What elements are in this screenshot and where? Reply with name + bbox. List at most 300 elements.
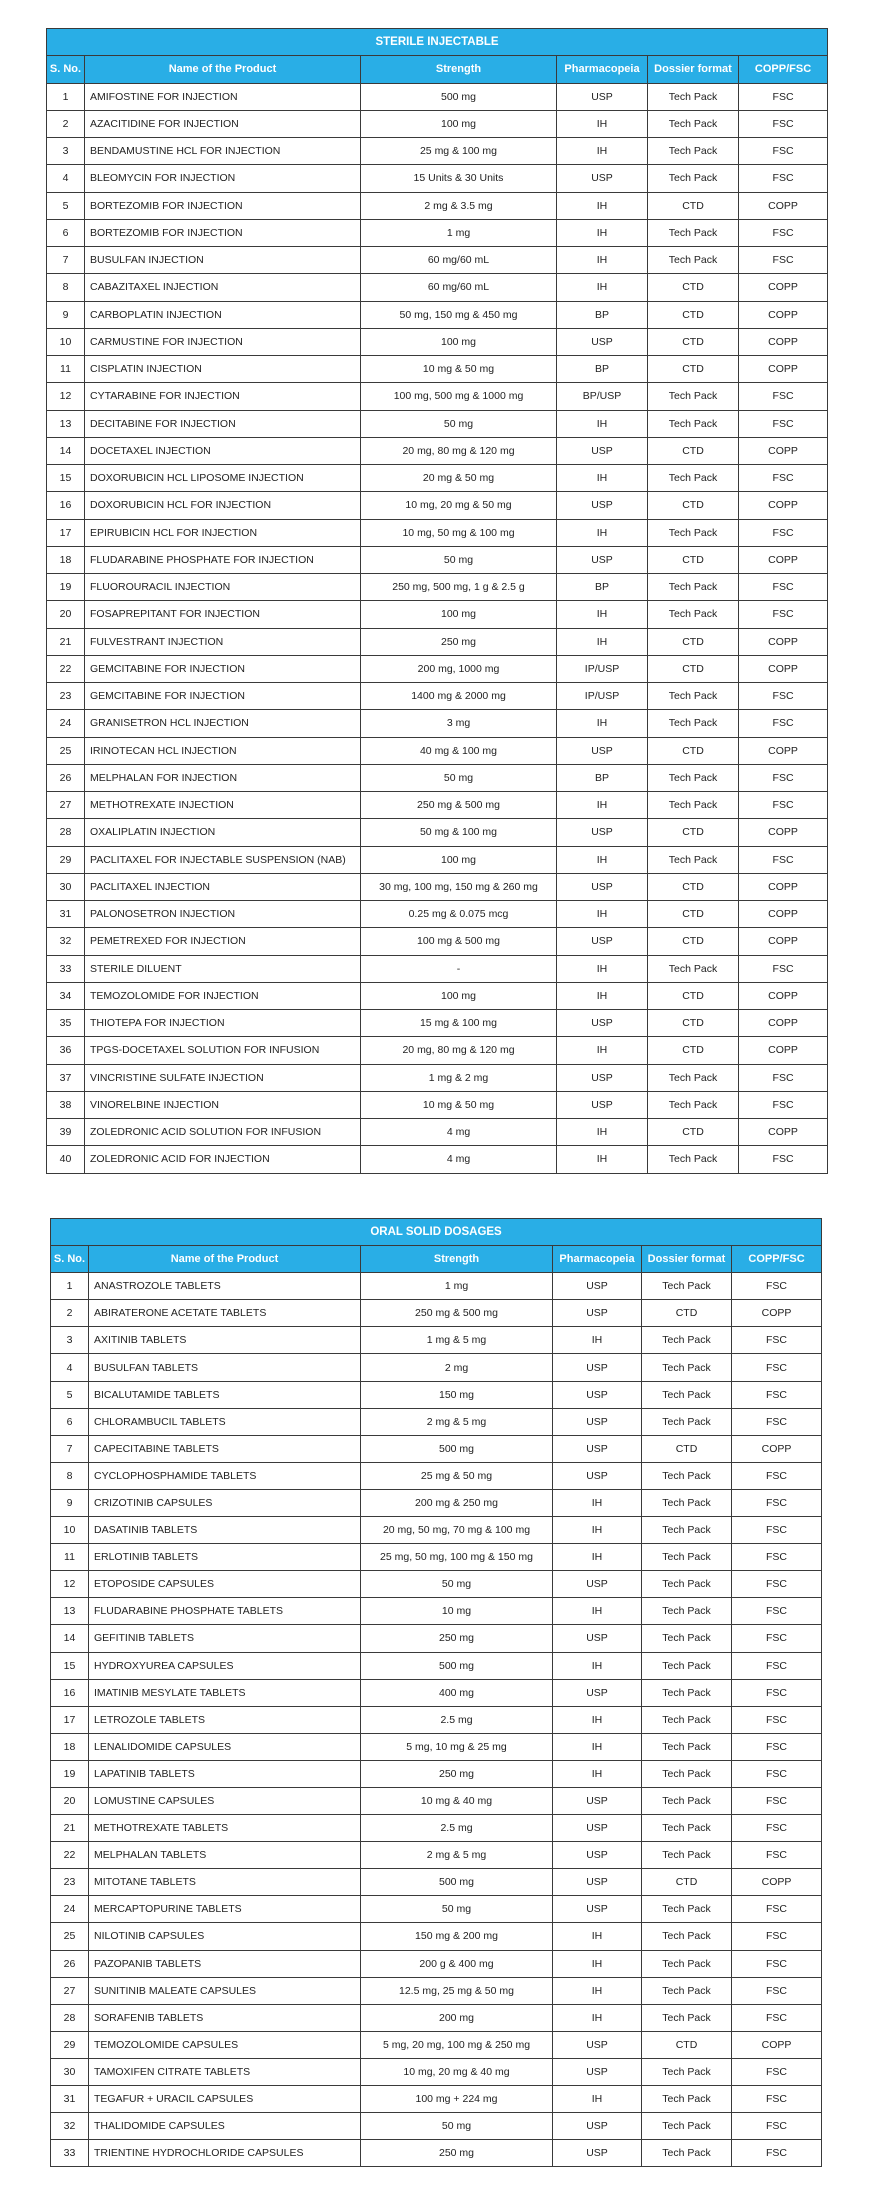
cell-copp-fsc: FSC: [732, 1815, 822, 1842]
cell-pharmacopeia: IH: [553, 1706, 642, 1733]
cell-sno: 22: [51, 1842, 89, 1869]
cell-strength: 25 mg & 50 mg: [361, 1462, 553, 1489]
col-header-sno: S. No.: [51, 1246, 89, 1273]
cell-copp-fsc: FSC: [739, 410, 828, 437]
cell-strength: 20 mg, 80 mg & 120 mg: [361, 1037, 557, 1064]
table-row: [47, 356, 828, 383]
table-row: [51, 1815, 822, 1842]
cell-sno: 2: [47, 110, 85, 137]
cell-strength: 250 mg: [361, 628, 557, 655]
cell-dossier-format: Tech Pack: [648, 764, 739, 791]
table-row: [47, 519, 828, 546]
cell-sno: 17: [47, 519, 85, 546]
cell-dossier-format: Tech Pack: [642, 1977, 732, 2004]
cell-dossier-format: Tech Pack: [642, 1787, 732, 1814]
cell-copp-fsc: COPP: [739, 356, 828, 383]
cell-dossier-format: CTD: [642, 1435, 732, 1462]
cell-dossier-format: Tech Pack: [648, 465, 739, 492]
cell-pharmacopeia: USP: [557, 1010, 648, 1037]
cell-dossier-format: Tech Pack: [642, 1760, 732, 1787]
cell-sno: 31: [47, 901, 85, 928]
table-row: [51, 2004, 822, 2031]
cell-pharmacopeia: USP: [553, 1625, 642, 1652]
cell-product-name: MERCAPTOPURINE TABLETS: [89, 1896, 361, 1923]
table-row: [51, 1462, 822, 1489]
cell-dossier-format: Tech Pack: [642, 2113, 732, 2140]
cell-pharmacopeia: IH: [557, 601, 648, 628]
cell-product-name: BENDAMUSTINE HCL FOR INJECTION: [85, 138, 361, 165]
cell-dossier-format: Tech Pack: [648, 219, 739, 246]
cell-strength: 100 mg, 500 mg & 1000 mg: [361, 383, 557, 410]
table-row: [47, 1037, 828, 1064]
table-row: [47, 546, 828, 573]
cell-copp-fsc: FSC: [732, 2086, 822, 2113]
cell-pharmacopeia: IH: [553, 2086, 642, 2113]
cell-sno: 5: [47, 192, 85, 219]
cell-product-name: LAPATINIB TABLETS: [89, 1760, 361, 1787]
cell-copp-fsc: COPP: [739, 873, 828, 900]
cell-product-name: ZOLEDRONIC ACID FOR INJECTION: [85, 1146, 361, 1173]
cell-product-name: METHOTREXATE INJECTION: [85, 792, 361, 819]
cell-copp-fsc: FSC: [732, 1733, 822, 1760]
table-row: [47, 873, 828, 900]
cell-strength: 1 mg & 5 mg: [361, 1327, 553, 1354]
cell-dossier-format: Tech Pack: [642, 1381, 732, 1408]
cell-dossier-format: Tech Pack: [642, 1896, 732, 1923]
cell-dossier-format: CTD: [648, 274, 739, 301]
cell-sno: 20: [47, 601, 85, 628]
table-row: [51, 2086, 822, 2113]
cell-product-name: CRIZOTINIB CAPSULES: [89, 1489, 361, 1516]
cell-sno: 35: [47, 1010, 85, 1037]
col-header-dossier: Dossier format: [648, 56, 739, 83]
cell-strength: 200 g & 400 mg: [361, 1950, 553, 1977]
cell-dossier-format: CTD: [642, 1300, 732, 1327]
cell-strength: 1400 mg & 2000 mg: [361, 683, 557, 710]
cell-strength: 10 mg & 50 mg: [361, 356, 557, 383]
cell-product-name: BORTEZOMIB FOR INJECTION: [85, 192, 361, 219]
cell-dossier-format: Tech Pack: [642, 1544, 732, 1571]
cell-dossier-format: Tech Pack: [642, 1462, 732, 1489]
cell-copp-fsc: COPP: [739, 628, 828, 655]
cell-strength: 100 mg: [361, 982, 557, 1009]
cell-dossier-format: Tech Pack: [648, 138, 739, 165]
cell-product-name: DECITABINE FOR INJECTION: [85, 410, 361, 437]
cell-sno: 13: [51, 1598, 89, 1625]
table-row: [47, 846, 828, 873]
header-row: [51, 1246, 822, 1273]
cell-product-name: TRIENTINE HYDROCHLORIDE CAPSULES: [89, 2140, 361, 2167]
cell-dossier-format: Tech Pack: [642, 1815, 732, 1842]
cell-copp-fsc: COPP: [739, 328, 828, 355]
table-row: [47, 110, 828, 137]
cell-product-name: AXITINIB TABLETS: [89, 1327, 361, 1354]
table-row: [47, 683, 828, 710]
cell-copp-fsc: FSC: [732, 1598, 822, 1625]
cell-copp-fsc: FSC: [739, 83, 828, 110]
cell-copp-fsc: COPP: [739, 655, 828, 682]
table-row: [51, 1571, 822, 1598]
cell-strength: 50 mg: [361, 546, 557, 573]
cell-strength: 50 mg: [361, 2113, 553, 2140]
cell-copp-fsc: COPP: [739, 982, 828, 1009]
cell-strength: 2.5 mg: [361, 1815, 553, 1842]
cell-dossier-format: Tech Pack: [642, 1489, 732, 1516]
cell-strength: 20 mg & 50 mg: [361, 465, 557, 492]
table-row: [47, 1064, 828, 1091]
cell-sno: 29: [51, 2031, 89, 2058]
col-header-dossier: Dossier format: [642, 1246, 732, 1273]
cell-pharmacopeia: USP: [553, 1869, 642, 1896]
table-row: [51, 2031, 822, 2058]
col-header-name: Name of the Product: [89, 1246, 361, 1273]
cell-strength: 4 mg: [361, 1146, 557, 1173]
cell-product-name: EPIRUBICIN HCL FOR INJECTION: [85, 519, 361, 546]
cell-copp-fsc: COPP: [739, 492, 828, 519]
table-row: [51, 1977, 822, 2004]
cell-dossier-format: Tech Pack: [642, 2086, 732, 2113]
cell-product-name: HYDROXYUREA CAPSULES: [89, 1652, 361, 1679]
cell-sno: 29: [47, 846, 85, 873]
cell-copp-fsc: FSC: [739, 165, 828, 192]
cell-pharmacopeia: IH: [553, 1977, 642, 2004]
cell-sno: 15: [47, 465, 85, 492]
cell-strength: 5 mg, 20 mg, 100 mg & 250 mg: [361, 2031, 553, 2058]
cell-strength: 250 mg & 500 mg: [361, 792, 557, 819]
cell-strength: 150 mg: [361, 1381, 553, 1408]
cell-copp-fsc: COPP: [739, 301, 828, 328]
cell-strength: 250 mg & 500 mg: [361, 1300, 553, 1327]
cell-product-name: BICALUTAMIDE TABLETS: [89, 1381, 361, 1408]
cell-copp-fsc: FSC: [732, 1571, 822, 1598]
cell-sno: 22: [47, 655, 85, 682]
cell-product-name: METHOTREXATE TABLETS: [89, 1815, 361, 1842]
table-row: [51, 1842, 822, 1869]
cell-pharmacopeia: USP: [553, 1896, 642, 1923]
cell-strength: 500 mg: [361, 1652, 553, 1679]
cell-pharmacopeia: USP: [553, 1842, 642, 1869]
cell-strength: 100 mg: [361, 601, 557, 628]
cell-pharmacopeia: IH: [557, 110, 648, 137]
cell-sno: 33: [47, 955, 85, 982]
cell-sno: 9: [47, 301, 85, 328]
cell-product-name: PAZOPANIB TABLETS: [89, 1950, 361, 1977]
cell-pharmacopeia: IH: [553, 1598, 642, 1625]
cell-sno: 33: [51, 2140, 89, 2167]
cell-product-name: ETOPOSIDE CAPSULES: [89, 1571, 361, 1598]
cell-copp-fsc: FSC: [739, 465, 828, 492]
cell-copp-fsc: FSC: [732, 1679, 822, 1706]
cell-dossier-format: Tech Pack: [642, 1733, 732, 1760]
cell-sno: 34: [47, 982, 85, 1009]
cell-strength: 50 mg & 100 mg: [361, 819, 557, 846]
cell-strength: 25 mg & 100 mg: [361, 138, 557, 165]
cell-strength: 250 mg, 500 mg, 1 g & 2.5 g: [361, 574, 557, 601]
cell-sno: 30: [51, 2058, 89, 2085]
cell-product-name: MITOTANE TABLETS: [89, 1869, 361, 1896]
cell-pharmacopeia: IH: [553, 1489, 642, 1516]
cell-copp-fsc: FSC: [739, 683, 828, 710]
table-row: [47, 410, 828, 437]
cell-product-name: DOXORUBICIN HCL LIPOSOME INJECTION: [85, 465, 361, 492]
cell-pharmacopeia: USP: [553, 1300, 642, 1327]
cell-sno: 25: [47, 737, 85, 764]
cell-product-name: CYTARABINE FOR INJECTION: [85, 383, 361, 410]
cell-pharmacopeia: USP: [553, 1381, 642, 1408]
cell-dossier-format: Tech Pack: [648, 383, 739, 410]
cell-product-name: ABIRATERONE ACETATE TABLETS: [89, 1300, 361, 1327]
col-header-strength: Strength: [361, 1246, 553, 1273]
cell-pharmacopeia: IH: [557, 792, 648, 819]
table-row: [47, 138, 828, 165]
cell-copp-fsc: FSC: [739, 764, 828, 791]
cell-pharmacopeia: USP: [553, 1435, 642, 1462]
cell-strength: 12.5 mg, 25 mg & 50 mg: [361, 1977, 553, 2004]
cell-pharmacopeia: USP: [557, 928, 648, 955]
cell-sno: 28: [51, 2004, 89, 2031]
cell-strength: 1 mg: [361, 1273, 553, 1300]
cell-sno: 18: [47, 546, 85, 573]
cell-copp-fsc: COPP: [739, 1010, 828, 1037]
cell-product-name: ERLOTINIB TABLETS: [89, 1544, 361, 1571]
cell-strength: 250 mg: [361, 2140, 553, 2167]
cell-product-name: CARBOPLATIN INJECTION: [85, 301, 361, 328]
cell-product-name: GEMCITABINE FOR INJECTION: [85, 655, 361, 682]
cell-copp-fsc: FSC: [732, 1273, 822, 1300]
cell-strength: 400 mg: [361, 1679, 553, 1706]
cell-pharmacopeia: USP: [557, 165, 648, 192]
cell-pharmacopeia: USP: [557, 83, 648, 110]
cell-dossier-format: Tech Pack: [642, 1652, 732, 1679]
cell-dossier-format: CTD: [642, 2031, 732, 2058]
cell-pharmacopeia: IP/USP: [557, 683, 648, 710]
cell-sno: 5: [51, 1381, 89, 1408]
col-header-strength: Strength: [361, 56, 557, 83]
cell-sno: 36: [47, 1037, 85, 1064]
cell-dossier-format: Tech Pack: [642, 1923, 732, 1950]
cell-sno: 10: [51, 1517, 89, 1544]
cell-sno: 16: [51, 1679, 89, 1706]
table-row: [51, 1435, 822, 1462]
cell-product-name: TEGAFUR + URACIL CAPSULES: [89, 2086, 361, 2113]
cell-dossier-format: CTD: [648, 873, 739, 900]
cell-dossier-format: CTD: [642, 1869, 732, 1896]
cell-dossier-format: CTD: [648, 328, 739, 355]
table-row: [47, 192, 828, 219]
cell-product-name: SUNITINIB MALEATE CAPSULES: [89, 1977, 361, 2004]
cell-strength: 15 Units & 30 Units: [361, 165, 557, 192]
table-row: [47, 301, 828, 328]
cell-pharmacopeia: IH: [553, 1517, 642, 1544]
cell-strength: 100 mg: [361, 110, 557, 137]
cell-strength: 10 mg & 50 mg: [361, 1091, 557, 1118]
cell-dossier-format: Tech Pack: [642, 1354, 732, 1381]
table-row: [51, 2140, 822, 2167]
cell-pharmacopeia: USP: [553, 1462, 642, 1489]
table-row: [47, 219, 828, 246]
table-row: [51, 1706, 822, 1733]
cell-product-name: CISPLATIN INJECTION: [85, 356, 361, 383]
table-row: [47, 792, 828, 819]
cell-sno: 20: [51, 1787, 89, 1814]
table-title: STERILE INJECTABLE: [47, 29, 828, 56]
cell-copp-fsc: COPP: [739, 819, 828, 846]
cell-product-name: BLEOMYCIN FOR INJECTION: [85, 165, 361, 192]
table-row: [51, 1652, 822, 1679]
cell-copp-fsc: COPP: [739, 192, 828, 219]
cell-pharmacopeia: IH: [553, 1733, 642, 1760]
table-row: [51, 1869, 822, 1896]
cell-sno: 4: [47, 165, 85, 192]
cell-strength: 500 mg: [361, 83, 557, 110]
cell-product-name: AMIFOSTINE FOR INJECTION: [85, 83, 361, 110]
cell-strength: -: [361, 955, 557, 982]
cell-sno: 9: [51, 1489, 89, 1516]
cell-copp-fsc: FSC: [739, 138, 828, 165]
cell-copp-fsc: COPP: [739, 928, 828, 955]
cell-copp-fsc: FSC: [732, 1544, 822, 1571]
table-row: [51, 1489, 822, 1516]
cell-product-name: MELPHALAN TABLETS: [89, 1842, 361, 1869]
cell-strength: 50 mg: [361, 1896, 553, 1923]
cell-sno: 24: [51, 1896, 89, 1923]
cell-sno: 1: [51, 1273, 89, 1300]
table-row: [47, 574, 828, 601]
cell-strength: 10 mg: [361, 1598, 553, 1625]
cell-pharmacopeia: IH: [557, 138, 648, 165]
table-row: [51, 1625, 822, 1652]
cell-pharmacopeia: IH: [557, 274, 648, 301]
cell-sno: 32: [51, 2113, 89, 2140]
table-row: [47, 764, 828, 791]
cell-product-name: TEMOZOLOMIDE FOR INJECTION: [85, 982, 361, 1009]
cell-copp-fsc: FSC: [732, 1489, 822, 1516]
cell-sno: 14: [47, 437, 85, 464]
cell-copp-fsc: FSC: [732, 2113, 822, 2140]
table-row: [47, 165, 828, 192]
cell-copp-fsc: FSC: [739, 955, 828, 982]
cell-product-name: PACLITAXEL INJECTION: [85, 873, 361, 900]
cell-sno: 12: [51, 1571, 89, 1598]
cell-dossier-format: CTD: [648, 655, 739, 682]
table-row: [47, 901, 828, 928]
table-row: [47, 928, 828, 955]
cell-pharmacopeia: BP/USP: [557, 383, 648, 410]
cell-sno: 11: [47, 356, 85, 383]
cell-pharmacopeia: IH: [557, 710, 648, 737]
cell-product-name: LENALIDOMIDE CAPSULES: [89, 1733, 361, 1760]
cell-copp-fsc: FSC: [739, 1146, 828, 1173]
cell-pharmacopeia: USP: [553, 2031, 642, 2058]
cell-copp-fsc: COPP: [739, 737, 828, 764]
cell-pharmacopeia: IH: [557, 1119, 648, 1146]
cell-sno: 3: [51, 1327, 89, 1354]
cell-sno: 19: [51, 1760, 89, 1787]
cell-copp-fsc: FSC: [739, 846, 828, 873]
table-row: [47, 982, 828, 1009]
table-row: [51, 1950, 822, 1977]
cell-dossier-format: CTD: [648, 492, 739, 519]
cell-strength: 10 mg, 50 mg & 100 mg: [361, 519, 557, 546]
cell-pharmacopeia: IH: [557, 410, 648, 437]
cell-pharmacopeia: USP: [553, 2113, 642, 2140]
table-row: [47, 628, 828, 655]
cell-copp-fsc: FSC: [739, 1064, 828, 1091]
cell-sno: 25: [51, 1923, 89, 1950]
cell-dossier-format: Tech Pack: [648, 683, 739, 710]
cell-strength: 1 mg & 2 mg: [361, 1064, 557, 1091]
cell-sno: 13: [47, 410, 85, 437]
cell-product-name: THALIDOMIDE CAPSULES: [89, 2113, 361, 2140]
cell-copp-fsc: FSC: [732, 1923, 822, 1950]
cell-pharmacopeia: USP: [553, 2058, 642, 2085]
cell-sno: 39: [47, 1119, 85, 1146]
table-row: [47, 274, 828, 301]
cell-dossier-format: CTD: [648, 192, 739, 219]
col-header-sno: S. No.: [47, 56, 85, 83]
cell-sno: 17: [51, 1706, 89, 1733]
cell-product-name: TEMOZOLOMIDE CAPSULES: [89, 2031, 361, 2058]
oral-solid-dosages-table: [50, 1218, 822, 2167]
table-row: [51, 1733, 822, 1760]
cell-sno: 3: [47, 138, 85, 165]
cell-pharmacopeia: IH: [553, 1923, 642, 1950]
cell-product-name: FLUOROURACIL INJECTION: [85, 574, 361, 601]
cell-strength: 10 mg & 40 mg: [361, 1787, 553, 1814]
cell-dossier-format: Tech Pack: [648, 846, 739, 873]
cell-pharmacopeia: IH: [553, 1950, 642, 1977]
cell-strength: 2 mg: [361, 1354, 553, 1381]
cell-product-name: PEMETREXED FOR INJECTION: [85, 928, 361, 955]
cell-pharmacopeia: IH: [553, 1760, 642, 1787]
cell-product-name: STERILE DILUENT: [85, 955, 361, 982]
cell-copp-fsc: FSC: [739, 792, 828, 819]
table-row: [51, 1408, 822, 1435]
cell-dossier-format: Tech Pack: [642, 1517, 732, 1544]
cell-copp-fsc: COPP: [739, 546, 828, 573]
cell-pharmacopeia: IH: [557, 628, 648, 655]
cell-copp-fsc: COPP: [739, 1037, 828, 1064]
cell-sno: 24: [47, 710, 85, 737]
cell-strength: 20 mg, 80 mg & 120 mg: [361, 437, 557, 464]
table-row: [47, 1091, 828, 1118]
cell-pharmacopeia: USP: [553, 1571, 642, 1598]
cell-copp-fsc: FSC: [739, 110, 828, 137]
table-row: [51, 1354, 822, 1381]
cell-strength: 100 mg: [361, 846, 557, 873]
cell-product-name: CHLORAMBUCIL TABLETS: [89, 1408, 361, 1435]
cell-pharmacopeia: USP: [553, 1408, 642, 1435]
cell-copp-fsc: FSC: [732, 2140, 822, 2167]
cell-pharmacopeia: IH: [553, 2004, 642, 2031]
cell-dossier-format: Tech Pack: [648, 83, 739, 110]
cell-dossier-format: Tech Pack: [648, 955, 739, 982]
cell-copp-fsc: COPP: [732, 2031, 822, 2058]
col-header-name: Name of the Product: [85, 56, 361, 83]
cell-pharmacopeia: USP: [553, 1815, 642, 1842]
cell-dossier-format: Tech Pack: [642, 1706, 732, 1733]
cell-copp-fsc: FSC: [732, 1625, 822, 1652]
cell-strength: 500 mg: [361, 1869, 553, 1896]
cell-pharmacopeia: BP: [557, 356, 648, 383]
table-row: [51, 1327, 822, 1354]
cell-copp-fsc: FSC: [739, 383, 828, 410]
cell-sno: 16: [47, 492, 85, 519]
cell-copp-fsc: COPP: [732, 1300, 822, 1327]
cell-strength: 250 mg: [361, 1625, 553, 1652]
cell-product-name: GEFITINIB TABLETS: [89, 1625, 361, 1652]
table-row: [47, 955, 828, 982]
